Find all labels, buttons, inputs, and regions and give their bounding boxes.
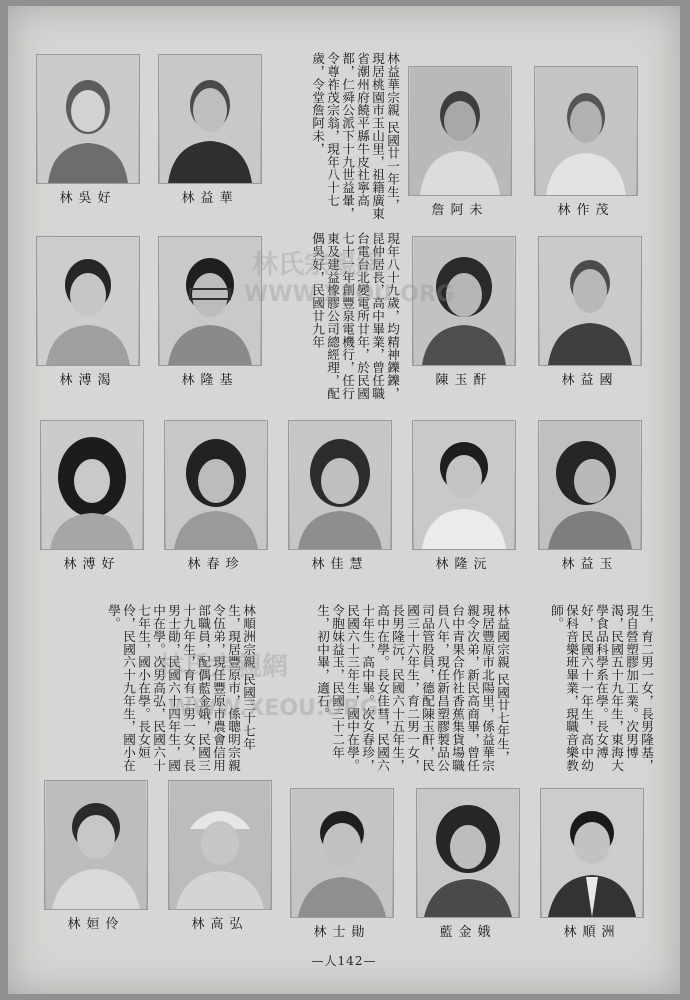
portrait-caption: 林隆基 [181,373,239,388]
portrait-lin-long-yuan [410,420,518,574]
portrait-photo [168,780,272,910]
portrait-photo [534,66,638,196]
portrait-photo [36,236,140,366]
portrait-lin-pu-hao [38,420,146,574]
portrait-lin-yi-yu [536,420,644,574]
portrait-caption: 林姮伶 [67,917,125,932]
biography-text-lin-shun-zhou: 林順洲宗親 民國三十七年生，現居豐原市，係聰明宗親令伍弟，現任豐原市農會信用部職員，配偶藍金娥，民國三十九年生，育有二男一女，長男士勛，民國六十四年生，國中在學。次男高弘，民國六十七年生，國小在學。長女姮伶，民國六十九年生，國小在學。 [106,604,256,772]
portrait-photo [36,54,140,184]
portrait-photo [408,66,512,196]
portrait-lan-jin-e [414,788,522,942]
portrait-photo [164,420,268,550]
portrait-lin-yi-guo [536,236,644,390]
portrait-photo [412,236,516,366]
portrait-photo [158,236,262,366]
portrait-caption: 林隆沅 [435,557,493,572]
portrait-lin-yi-hua [156,54,264,208]
portrait-photo [412,420,516,550]
portrait-caption: 藍金娥 [439,925,497,940]
portrait-caption: 陳玉酐 [435,373,493,388]
portrait-caption: 林吳好 [59,191,117,206]
portrait-caption: 詹阿未 [431,203,489,218]
portrait-lin-heng-ling [42,780,150,934]
biography-text-lin-yi-hua-part2: 現年八十九歲，均精神鑠鑠，昆仲居長，高中畢業，曾任職台電台北變電所廿年，於民國七十一年創豐泉電機行，任行東及建益橡膠公司總經理，配偶吳好，民國廿九年 [310,232,400,400]
biography-text-lin-yi-guo: 林益國宗親 民國廿七年生，現居豐原市北陽里，係益華宗親令次弟，新民高商畢，曾任台中青果合作社香蕉集貨場職員八年，現任新昌塑膠製品公司品管股員，德配陳玉酐，民國三十六年生，育二男一女，長男隆沅，民國六十五年生，高中在學。長女佳彗，民國六十年生，高中畢。次女春珍，民國六十三年生，國中在學。令胞妹益玉，民國三十二年生，初中畢，適石。 [315,604,510,772]
portrait-caption: 林佳慧 [311,557,369,572]
portrait-caption: 林益玉 [561,557,619,572]
portrait-lin-long-ji [156,236,264,390]
watermark-url: WWW.XEOU.ORG [244,282,454,307]
portrait-photo [416,788,520,918]
portrait-caption: 林春珍 [187,557,245,572]
portrait-caption: 林益華 [181,191,239,206]
watermark-title-lower: 林氏宗親網 [158,652,289,682]
portrait-lin-shi-xun [288,788,396,942]
portrait-photo [288,420,392,550]
portrait-lin-shun-zhou [538,788,646,942]
portrait-caption: 林高弘 [191,917,249,932]
portrait-photo [538,236,642,366]
page-number: —人142— [311,954,377,968]
portrait-chen-yu-han [410,236,518,390]
portrait-lin-chun-zhen [162,420,270,574]
portrait-zhan-a-wei [406,66,514,220]
portrait-caption: 林溥渴 [59,373,117,388]
portrait-photo [540,788,644,918]
watermark-url-lower: WWW.XEOU.ORG [168,696,378,721]
biography-text-lin-yi-hua-part3: 生，育二男一女，長男隆基，現自營塑膠加工業。次男博渴，民國五十九年生，東海大學食品科學系在學。長女溥好，民國六十一年生，高中幼保科音樂班畢業，現職音樂教師。 [549,604,654,772]
portrait-photo [44,780,148,910]
portrait-lin-gao-hong [166,780,274,934]
portrait-photo [158,54,262,184]
biography-text-lin-yi-hua-part1: 林益華宗親 民國廿一年生，現居桃園市玉山里，祖籍廣東省潮州府饒平縣牛皮社寧高都，仁舜公派下十九世益暈，令尊祚茂宗翁，現年八十七歲，令堂詹阿未， [310,52,400,220]
portrait-lin-jia-hui [286,420,394,574]
portrait-lin-pu-ke [34,236,142,390]
portrait-caption: 林益國 [561,373,619,388]
portrait-lin-zuo-mao [532,66,640,220]
portrait-caption: 林溥好 [63,557,121,572]
portrait-caption: 林作茂 [557,203,615,218]
document-page [8,6,680,994]
portrait-photo [40,420,144,550]
portrait-photo [538,420,642,550]
watermark-title: 林氏宗親網 [252,250,383,280]
portrait-caption: 林士勛 [313,925,371,940]
portrait-photo [290,788,394,918]
portrait-lin-wu-hao [34,54,142,208]
portrait-caption: 林順洲 [563,925,621,940]
